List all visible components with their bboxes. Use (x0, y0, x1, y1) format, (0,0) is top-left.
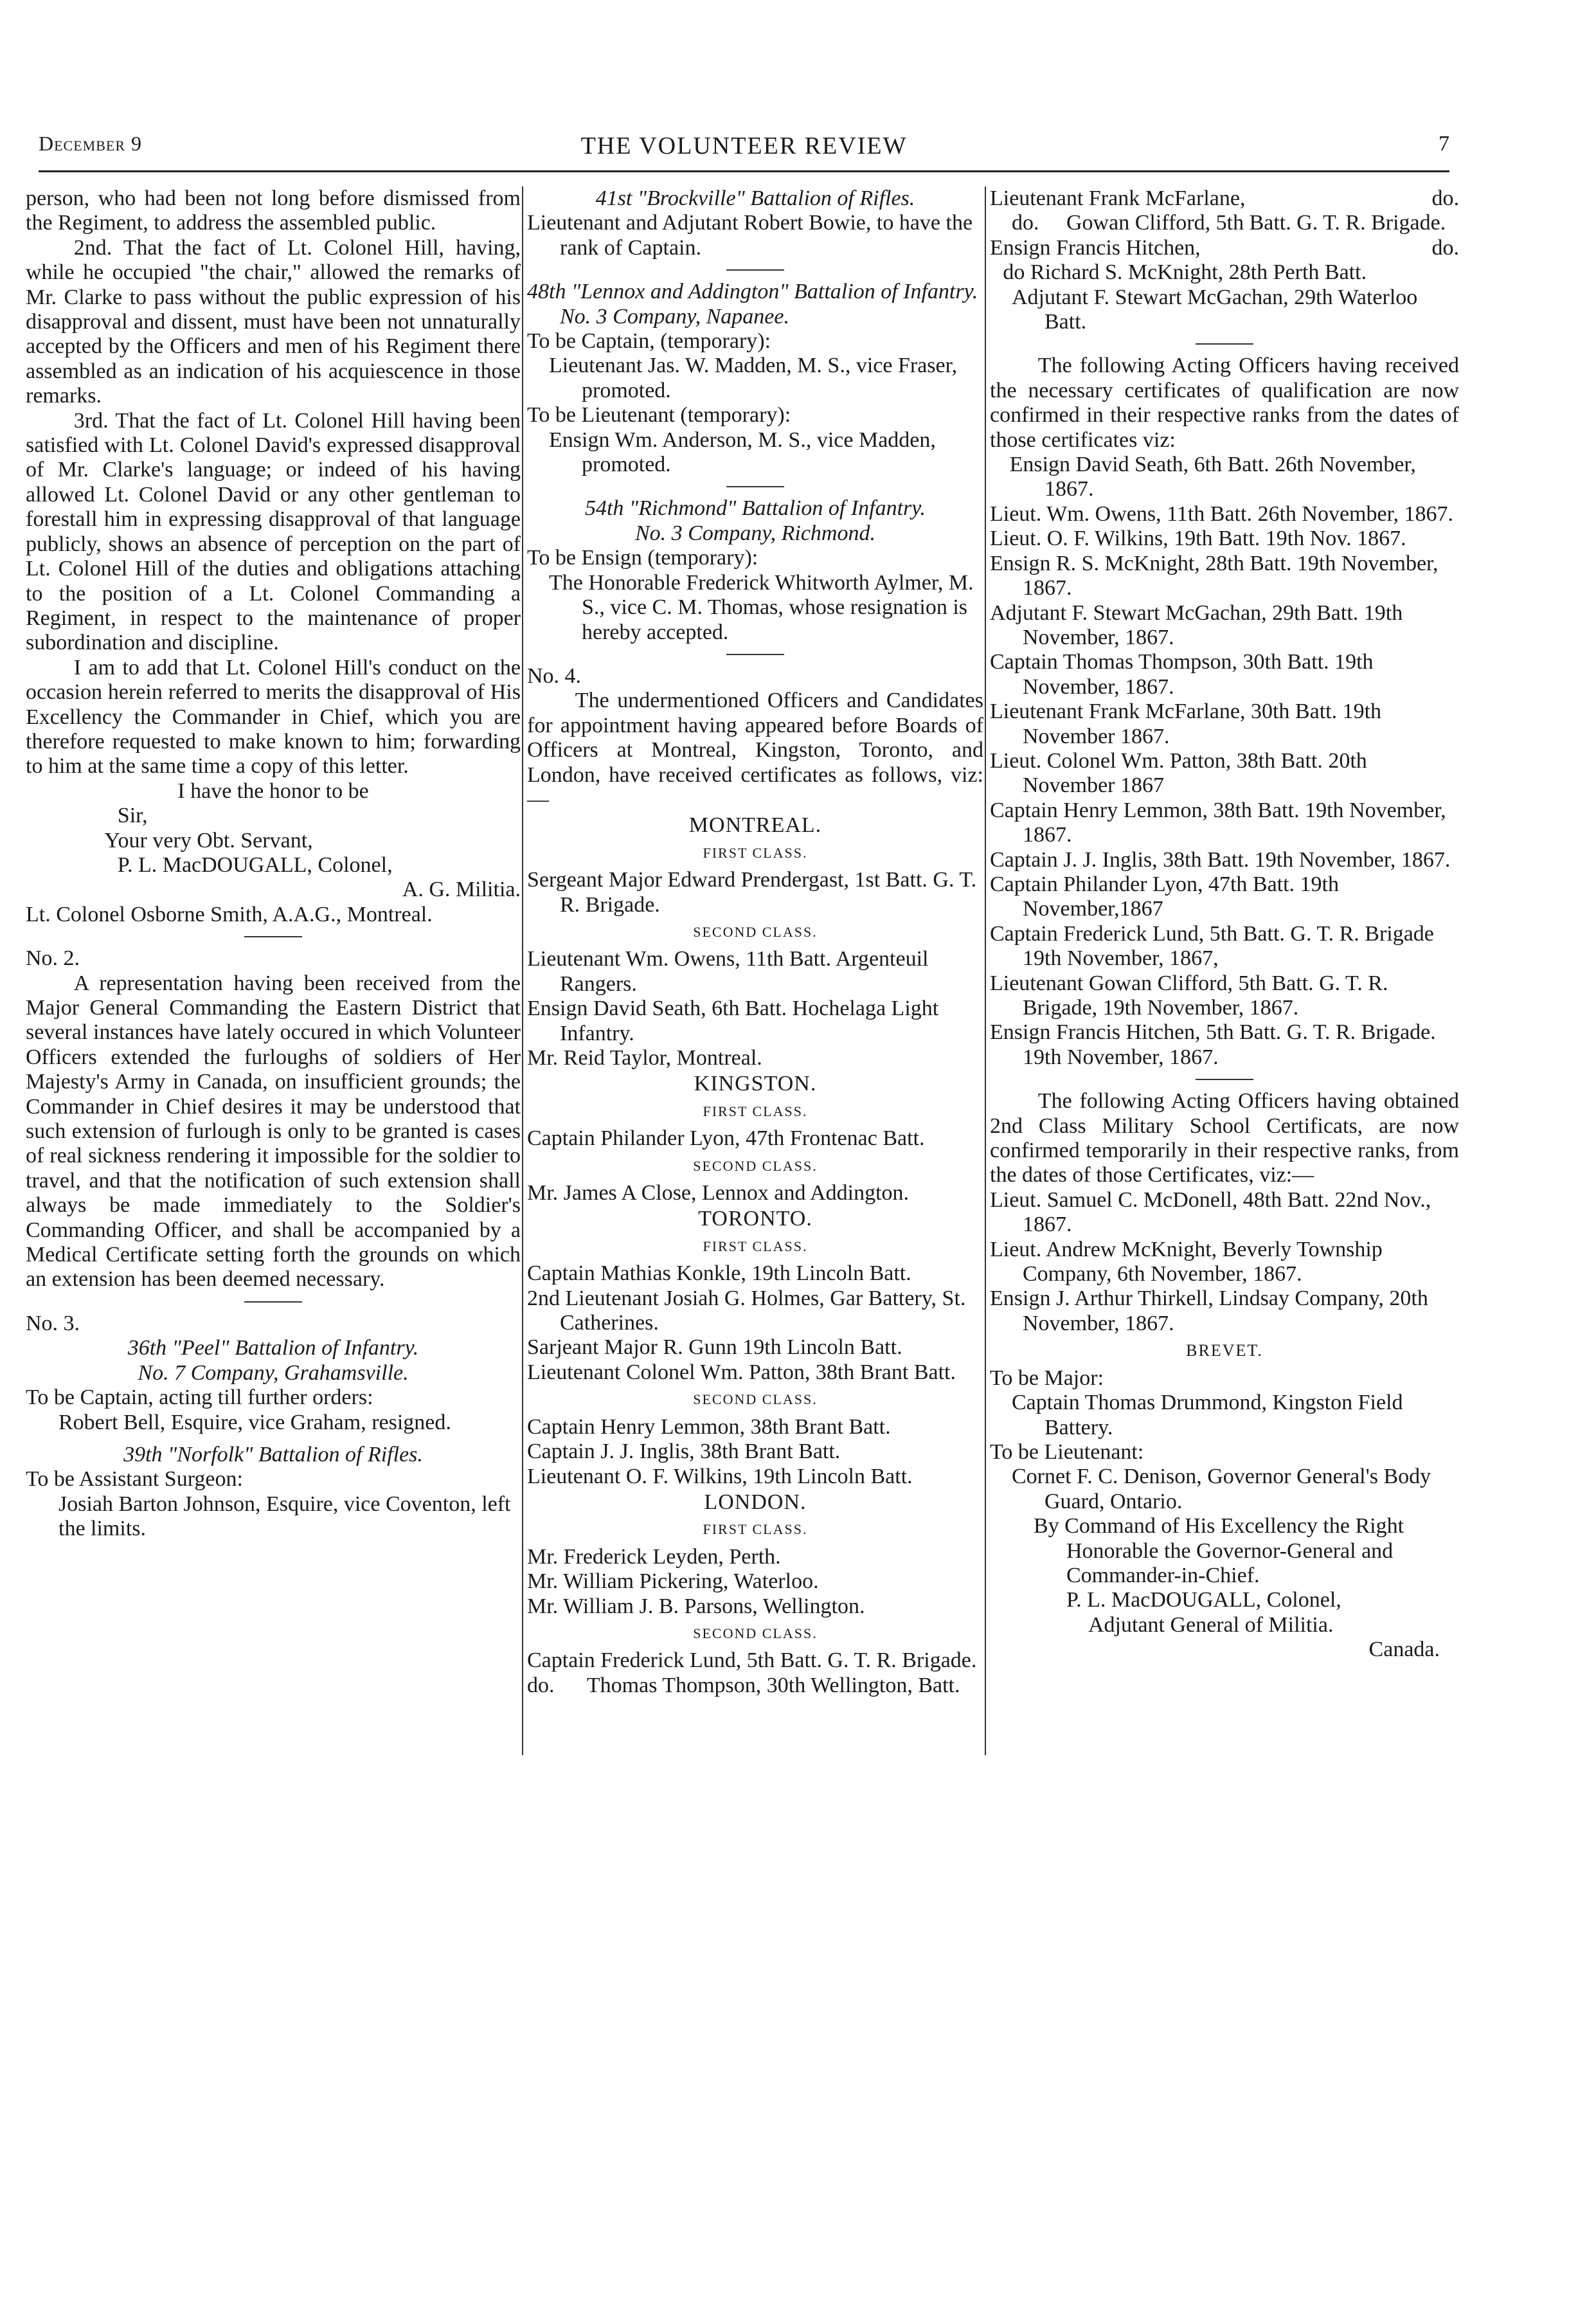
column-divider-2 (985, 186, 986, 1755)
appointment-heading: To be Assistant Surgeon: (26, 1467, 243, 1492)
class-heading: FIRST CLASS. (703, 1521, 808, 1538)
certificate-entry: Captain Mathias Konkle, 19th Lincoln Batt. (527, 1261, 911, 1286)
paragraph-conclusion: I am to add that Lt. Colonel Hill's conduct on the occasion herein referred to merits the disapproval of His Excellency the Commander in Chief, which you are therefore requested to make known to him; forwarding to him at the same time a copy of this letter. (26, 655, 521, 779)
certificate-entry: Captain Frederick Lund, 5th Batt. G. T. R. Brigade. (527, 1648, 977, 1673)
paragraph-furlough: A representation having been received from the Major General Commanding the Eastern District that several instances have lately occured in which Volunteer Officers extended the furloughs of soldiers of Her Majesty's Army in Canada, on insufficient grounds; the Commander in Chief desires it may be understood that such extension of furlough is only to be granted is cases of real sickness rendering it impossible for the soldier to travel, and that the notification of such extension shall always be made immediately to the Soldier's Commanding Officer, and shall be accompanied by a Medical Certificate setting forth the grounds on which an extension has been deemed necessary. (26, 971, 521, 1292)
entry-name: Ensign Francis Hitchen, (990, 235, 1201, 260)
confirmation-entry: Lieut. Andrew McKnight, Beverly Township Company, 6th November, 1867. (990, 1237, 1383, 1286)
signature-name: P. L. MacDOUGALL, Colonel, (117, 853, 393, 877)
battalion-heading: 36th "Peel" Battalion of Infantry. (127, 1336, 419, 1360)
battalion-heading: 54th "Richmond" Battalion of Infantry. (584, 496, 926, 521)
page-number: 7 (1439, 132, 1449, 156)
paragraph-candidates: The undermentioned Officers and Candidates for appointment having appeared before Boards of Officers at Montreal, Kingston, Toronto, and London, have received certificates as follows, viz:— (527, 689, 983, 811)
certificate-entry: Sergeant Major Edward Prendergast, 1st Batt. G. T. R. Brigade. (527, 868, 977, 917)
appointment-entry: Robert Bell, Esquire, vice Graham, resigned. (58, 1410, 451, 1434)
column-3 (990, 186, 1459, 1663)
section-number-3: No. 3. (26, 1311, 80, 1335)
city-heading-london: LONDON. (704, 1490, 807, 1514)
ditto-mark: do. (1431, 235, 1459, 260)
confirmation-entry: Ensign R. S. McKnight, 28th Batt. 19th November, 1867. (990, 551, 1439, 600)
section-rule (1196, 343, 1253, 345)
ditto-mark: do. (1431, 186, 1459, 210)
class-heading: SECOND CLASS. (693, 1391, 818, 1408)
command-statement: By Command of His Excellency the Right Honorable the Governor-General and Commander-in-Chief. (1034, 1514, 1404, 1587)
confirmation-entry: Lieut. Samuel C. McDonell, 48th Batt. 22nd Nov., 1867. (990, 1187, 1431, 1237)
certificate-entry: Lieutenant Colonel Wm. Patton, 38th Brant Batt. (527, 1360, 956, 1384)
certificate-entry: Mr. James A Close, Lennox and Addington. (527, 1181, 910, 1205)
battalion-heading: 48th "Lennox and Addington" Battalion of Infantry. No. 3 Company, Napanee. (527, 280, 978, 329)
section-rule (1196, 1079, 1253, 1080)
confirmation-entry: Ensign David Seath, 6th Batt. 26th November, 1867. (1009, 453, 1416, 501)
class-heading: SECOND CLASS. (693, 1625, 818, 1641)
class-heading: FIRST CLASS. (703, 1238, 808, 1254)
signature-title: Adjutant General of Militia. (1088, 1612, 1334, 1637)
certificate-entry: Mr. Frederick Leyden, Perth. (527, 1544, 781, 1569)
appointment-entry: Cornet F. C. Denison, Governor General's Body Guard, Ontario. (1012, 1465, 1431, 1513)
confirmation-entry: Ensign J. Arthur Thirkell, Lindsay Company, 20th November, 1867. (990, 1286, 1428, 1335)
confirmation-entry: Captain Philander Lyon, 47th Batt. 19th November,1867 (990, 872, 1340, 921)
signature-title: A. G. Militia. (402, 878, 521, 902)
confirmation-entry: Lieut. Wm. Owens, 11th Batt. 26th November, 1867. (990, 501, 1454, 526)
confirmation-entry: Captain Henry Lemmon, 38th Batt. 19th November, 1867. (990, 798, 1446, 847)
page-header (39, 132, 1449, 172)
appointment-heading: To be Captain, acting till further orders: (26, 1385, 373, 1410)
certificate-entry: Mr. Reid Taylor, Montreal. (527, 1046, 762, 1070)
city-heading-montreal: MONTREAL. (688, 813, 822, 838)
certificate-entry: Mr. William Pickering, Waterloo. (527, 1569, 819, 1594)
confirmation-entry: Captain Thomas Thompson, 30th Batt. 19th November, 1867. (990, 650, 1374, 699)
entry-name: Lieutenant Frank McFarlane, (990, 186, 1246, 210)
certificate-entry: 2nd Lieutenant Josiah G. Holmes, Gar Battery, St. Catherines. (527, 1286, 966, 1335)
column-2 (527, 186, 983, 1698)
city-heading-kingston: KINGSTON. (694, 1072, 817, 1096)
section-number-4: No. 4. (527, 663, 582, 688)
appointment-entry: Josiah Barton Johnson, Esquire, vice Coventon, left the limits. (58, 1492, 511, 1541)
company-heading: No. 3 Company, Richmond. (635, 521, 875, 545)
certificate-entry: do. Gowan Clifford, 5th Batt. G. T. R. Brigade. (1012, 211, 1446, 235)
class-heading: SECOND CLASS. (693, 923, 818, 940)
signature-honor: I have the honor to be (177, 779, 369, 803)
section-number-2: No. 2. (26, 946, 80, 971)
company-heading: No. 7 Company, Grahamsville. (138, 1360, 409, 1385)
brevet-heading: BREVET. (1186, 1341, 1263, 1360)
appointment-entry: Lieutenant Jas. W. Madden, M. S., vice Fraser, promoted. (549, 354, 958, 402)
appointment-entry: Captain Thomas Drummond, Kingston Field Battery. (1012, 1391, 1403, 1439)
paragraph-third: 3rd. That the fact of Lt. Colonel Hill having been satisfied with Lt. Colonel David's expressed disapproval of Mr. Clarke's language; or indeed of his having allowed Lt. Colonel David or any other gentleman to forestall him in expressing disapproval of that language publicly, shows an absence of perception on the part of Lt. Colonel Hill of the duties and obligations attaching to the position of a Lt. Colonel Commanding a Regiment, in respect to the maintenance of proper subordination and discipline. (26, 408, 521, 655)
signature-place: Canada. (1368, 1638, 1440, 1662)
appointment-heading: To be Lieutenant: (990, 1439, 1144, 1464)
certificate-entry: Captain Philander Lyon, 47th Frontenac Batt. (527, 1126, 925, 1151)
signature-servant: Your very Obt. Servant, (104, 828, 313, 853)
signature-name: P. L. MacDOUGALL, Colonel, (1066, 1588, 1341, 1612)
certificate-entry (990, 236, 1459, 260)
certificate-entry: do. Thomas Thompson, 30th Wellington, Batt. (527, 1673, 960, 1697)
certificate-entry: Captain Henry Lemmon, 38th Brant Batt. (527, 1414, 891, 1439)
appointment-entry: Lieutenant and Adjutant Robert Bowie, to have the rank of Captain. (527, 211, 973, 260)
paragraph-second: 2nd. That the fact of Lt. Colonel Hill, having, while he occupied "the chair," allowed the remarks of Mr. Clarke to pass without the public expression of his disapproval and dissent, must have been not unnaturally accepted by the Officers and men of his Regiment there assembled as an indication of his acquiescence in those remarks. (26, 235, 521, 408)
certificate-entry: Lieutenant Wm. Owens, 11th Batt. Argenteuil Rangers. (527, 947, 929, 996)
section-rule (726, 269, 784, 271)
confirmation-entry: Lieut. O. F. Wilkins, 19th Batt. 19th Nov. 1867. (990, 527, 1406, 551)
confirmation-entry: Lieutenant Frank McFarlane, 30th Batt. 19th November 1867. (990, 699, 1382, 748)
section-rule (244, 936, 302, 937)
paragraph-school-certificates: The following Acting Officers having obtained 2nd Class Military School Certificats, are now confirmed temporarily in their respective ranks, from the dates of those Certificates, viz:— (990, 1089, 1459, 1187)
appointment-heading: To be Captain, (temporary): (527, 329, 771, 354)
class-heading: FIRST CLASS. (703, 844, 808, 861)
appointment-entry: Ensign Wm. Anderson, M. S., vice Madden, promoted. (549, 428, 936, 477)
confirmation-entry: Captain Frederick Lund, 5th Batt. G. T. R. Brigade 19th November, 1867, (990, 921, 1434, 971)
paragraph-continued: person, who had been not long before dismissed from the Regiment, to address the assembled public. (26, 186, 521, 235)
column-1 (26, 186, 521, 1542)
confirmation-entry: Adjutant F. Stewart McGachan, 29th Batt. 19th November, 1867. (990, 600, 1403, 649)
masthead-title: THE VOLUNTEER REVIEW (580, 132, 908, 159)
confirmation-entry: Captain J. J. Inglis, 38th Batt. 19th November, 1867. (990, 847, 1451, 872)
confirmation-entry: Lieut. Colonel Wm. Patton, 38th Batt. 20th November 1867 (990, 748, 1367, 798)
confirmation-entry: Ensign Francis Hitchen, 5th Batt. G. T. R. Brigade. 19th November, 1867. (990, 1020, 1436, 1069)
class-heading: FIRST CLASS. (703, 1103, 808, 1119)
addressee: Lt. Colonel Osborne Smith, A.A.G., Montreal. (26, 902, 433, 926)
city-heading-toronto: TORONTO. (698, 1207, 812, 1231)
certificate-entry: Lieutenant O. F. Wilkins, 19th Lincoln Batt. (527, 1464, 913, 1488)
section-rule (244, 1301, 302, 1303)
certificate-entry: do Richard S. McKnight, 28th Perth Batt. (1003, 260, 1367, 285)
battalion-heading: 39th "Norfolk" Battalion of Rifles. (123, 1442, 423, 1466)
certificate-entry: Captain J. J. Inglis, 38th Brant Batt. (527, 1439, 841, 1464)
signature-sir: Sir, (117, 804, 148, 828)
battalion-heading: 41st "Brockville" Battalion of Rifles. (595, 186, 915, 210)
paragraph-acting-officers: The following Acting Officers having received the necessary certificates of qualification are now confirmed in their respective ranks from the dates of those certificates viz: (990, 354, 1459, 452)
section-rule (726, 654, 784, 655)
appointment-heading: To be Lieutenant (temporary): (527, 403, 791, 428)
column-divider-1 (522, 186, 523, 1755)
class-heading: SECOND CLASS. (693, 1157, 818, 1174)
appointment-entry: The Honorable Frederick Whitworth Aylmer, M. S., vice C. M. Thomas, whose resignation is hereby accepted. (549, 570, 974, 644)
confirmation-entry: Lieutenant Gowan Clifford, 5th Batt. G. T. R. Brigade, 19th November, 1867. (990, 971, 1388, 1020)
section-rule (726, 486, 784, 487)
appointment-heading: To be Ensign (temporary): (527, 546, 758, 570)
header-date: December 9 (39, 132, 143, 155)
appointment-heading: To be Major: (990, 1366, 1104, 1390)
certificate-entry: Ensign David Seath, 6th Batt. Hochelaga Light Infantry. (527, 997, 939, 1045)
certificate-entry (990, 186, 1459, 211)
certificate-entry: Mr. William J. B. Parsons, Wellington. (527, 1594, 865, 1618)
certificate-entry: Sarjeant Major R. Gunn 19th Lincoln Batt. (527, 1335, 902, 1360)
certificate-entry: Adjutant F. Stewart McGachan, 29th Waterloo Batt. (1012, 285, 1418, 334)
